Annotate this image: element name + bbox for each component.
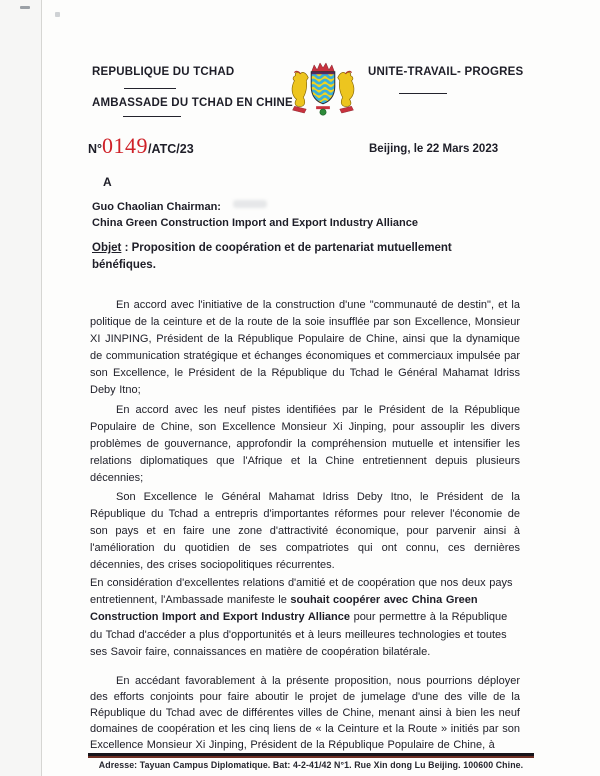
embassy-underline (123, 116, 181, 117)
recipient-block (92, 199, 532, 231)
reference-number: 0149 (102, 133, 149, 158)
body-paragraph-5: En accédant favorablement à la présente proposition, nous pourrions déployer des efforts conjoints pour faire aboutir le projet de jumelage d'une des ville de la République du Tchad avec de différentes villes de Chine, menant ainsi à bien les neuf domaines de coopération et les cinq liens de « la Ceinture et la Route » initiés par son Excellence Monsieur Xi Jinping, Président de la République Populaire de Chine, à (90, 675, 520, 751)
paragraph-4-pre: En considération d'excellentes relations d'amitié et de coopération que nos deux pays entretiennent, l'Ambassade manifeste le (90, 577, 513, 607)
paragraph-4-post: pour permettre à la République du Tchad d'accéder a plus d'opportunités et à leurs meilleures technologies et toutes ses Savoir faire, connaissances en matière de coopération bilatérale. (90, 611, 508, 658)
scan-artifact (20, 6, 30, 9)
republic-title: REPUBLIQUE DU TCHAD (92, 66, 235, 78)
dateline: Beijing, le 22 Mars 2023 (369, 143, 499, 155)
paragraph-4-bold: souhait coopérer avec China Green Construction Import and Export Industry Alliance (90, 594, 478, 624)
republic-underline (124, 88, 176, 89)
footer-rule (88, 753, 534, 758)
embassy-title: AMBASSADE DU TCHAD EN CHINE (92, 97, 293, 109)
recipient-organization: China Green Construction Import and Export Industry Alliance (92, 217, 418, 229)
body-paragraph-3: Son Excellence le Général Mahamat Idriss Deby Itno, le Président de la République du Tchad a entrepris d'importantes réformes pour relever l'économie de son pays et en faire une zone d'attractivité économique, pour parvenir ainsi à l'amélioration du quotidien de ses compatriotes qui ont connu, ces dernières décennies, des crises sociopolitiques récurrentes. (90, 491, 520, 571)
recipient-salutation: A (103, 175, 112, 189)
footer-address: Adresse: Tayuan Campus Diplomatique. Bat: 4-2-41/42 N°1. Rue Xin dong Lu Beijing. 100600 Chine. (98, 760, 524, 770)
motto-underline (399, 93, 447, 94)
reference-suffix: /ATC/23 (148, 142, 194, 156)
reference-prefix: N° (88, 142, 103, 156)
header-left-block (92, 66, 293, 109)
chad-coat-of-arms-icon (286, 60, 360, 117)
motto-title: UNITE-TRAVAIL- PROGRES (368, 66, 524, 78)
body-paragraph-2: En accord avec les neuf pistes identifiées par le Président de la République Populaire de Chine, son Excellence Monsieur Xi Jinping, pour assouplir les divers problèmes de gouvernance, approfondir la compréhension mutuelle et intensifier les relations diplomatiques que l'Afrique et la Chine entretiennent depuis plusieurs décennies; (90, 404, 520, 484)
subject-line (92, 240, 516, 274)
scan-artifact (55, 12, 60, 17)
body-paragraph-4 (90, 575, 520, 661)
subject-text: : Proposition de coopération et de partenariat mutuellement bénéfiques. (92, 242, 452, 271)
subject-label: Objet (92, 242, 122, 254)
page-edge-shadow (0, 0, 42, 776)
recipient-name: Guo Chaolian Chairman: (92, 201, 221, 213)
body-paragraph-1: En accord avec l'initiative de la construction d'une "communauté de destin", et la politique de la ceinture et de la route de la soie insufflée par son Excellence, Monsieur XI JINPING, Président de la République Populaire de Chine, ainsi que la dynamique de communication stratégique et échanges économiques et commerciaux impulsée par son Excellence, le Président de la République du Tchad le Général Mahamat Idriss Deby Itno; (90, 299, 520, 396)
reference-line (88, 133, 194, 159)
